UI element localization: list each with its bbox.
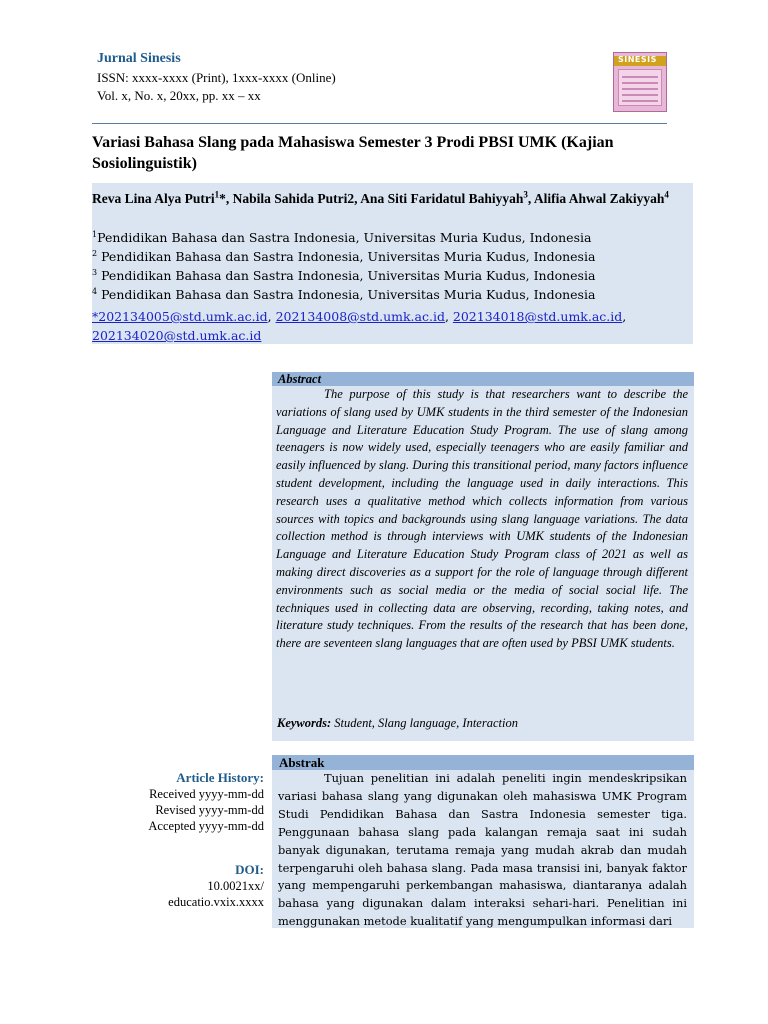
author-name: Ana Siti Faridatul Bahiyyah [360, 191, 524, 206]
keywords-values: Student, Slang language, Interaction [331, 716, 518, 730]
author-name: Reva Lina Alya Putri [92, 191, 215, 206]
email-list: *202134005@std.umk.ac.id, 202134008@std.umk.ac.id, 202134018@std.umk.ac.id, 202134020@std.umk.ac.id [92, 309, 627, 343]
affiliation-sup: 4 [92, 286, 98, 296]
abstrak-text: Tujuan penelitian ini adalah peneliti ingin mendeskripsikan variasi bahasa slang yang digunakan oleh mahasiswa UMK Program Studi Pendidikan Bahasa dan Sastra Indonesia semester tiga. Penggunaan bahasa slang pada kalangan remaja saat ini sudah banyak digunakan, terutama remaja yang mudah akrab dan mudah terpengaruhi oleh bahasa slang. Pada masa transisi ini, banyak faktor yang mempengaruhi perkembangan mahasiswa, diantaranya adalah bahasa yang digunakan dalam interaksi sehari-hari. Penelitian ini menggunakan metode kualitatif yang mengumpulkan informasi dari [278, 771, 687, 929]
email-link[interactable]: 202134008@std.umk.ac.id [275, 309, 445, 324]
header-divider [92, 123, 667, 124]
journal-name: Jurnal Sinesis [97, 51, 181, 66]
author-name: Nabila Sahida Putri2 [232, 191, 355, 206]
affiliation-text: Pendidikan Bahasa dan Sastra Indonesia, Universitas Muria Kudus, Indonesia [97, 268, 596, 283]
affiliation-sup: 2 [92, 248, 98, 258]
keywords-line [277, 716, 518, 731]
keywords-label: Keywords: [277, 716, 332, 730]
abstract-heading-bar [272, 372, 694, 386]
affiliation-text: Pendidikan Bahasa dan Sastra Indonesia, Universitas Muria Kudus, Indonesia [97, 287, 596, 302]
affiliation-2 [92, 249, 595, 264]
corresponding-mark: * [219, 191, 226, 206]
affiliation-sup: 1 [92, 229, 98, 239]
affiliation-1 [92, 230, 591, 245]
email-link[interactable]: *202134005@std.umk.ac.id [92, 309, 268, 324]
author-sup: 1 [214, 189, 220, 200]
affiliation-text: Pendidikan Bahasa dan Sastra Indonesia, Universitas Muria Kudus, Indonesia [97, 230, 592, 245]
affiliation-3 [92, 268, 595, 283]
article-title: Variasi Bahasa Slang pada Mahasiswa Semester 3 Prodi PBSI UMK (Kajian Sosiolinguistik) [92, 134, 614, 172]
abstract-heading: Abstract [278, 372, 322, 386]
affiliation-4 [92, 287, 595, 302]
cover-logo-text: SINESIS [618, 55, 657, 64]
doi-line-1: 10.0021xx/ [207, 879, 264, 893]
accepted-date: Accepted yyyy-mm-dd [148, 819, 264, 833]
abstract-text: The purpose of this study is that researchers want to describe the variations of slang used by UMK students in the third semester of the Indonesian Language and Literature Education Study Program. The use of slang among teenagers is now widely used, especially teenagers who are easily familiar and easily influenced by slang. During this transitional period, many factors influence student development, including the language used in daily interactions. This research uses a qualitative method which collects information from various sources with topics and backgrounds using slang language variations. The data collection method is through interviews with UMK students of the Indonesian Language and Literature Education Study Program class of 2021 as well as making direct discoveries as a support for the role of language through different environments such as social media or the media of social social life. The techniques used in collecting data are observing, recording, taking notes, and literature study techniques. From the results of the research that has been done, there are seventeen slang languages that are often used by PBSI UMK students. [276, 387, 688, 651]
affiliation-text: Pendidikan Bahasa dan Sastra Indonesia, Universitas Muria Kudus, Indonesia [97, 249, 596, 264]
author-list: Reva Lina Alya Putri$^1$*, Nabila Sahida Putri2, Ana Siti Faridatul Bahiyyah$^3$, Alifia Ahwal Zakiyyah$^4$ [92, 189, 669, 206]
email-link[interactable]: 202134018@std.umk.ac.id [452, 309, 623, 324]
received-date: Received yyyy-mm-dd [149, 787, 264, 801]
affiliation-sup: 3 [92, 267, 98, 277]
author-sup: 4 [664, 189, 669, 200]
doi-heading: DOI: [235, 862, 264, 877]
abstrak-heading-bar [272, 755, 694, 770]
article-history-heading: Article History: [176, 770, 264, 785]
volume-line: Vol. x, No. x, 20xx, pp. xx – xx [97, 88, 261, 103]
email-link[interactable]: 202134020@std.umk.ac.id [92, 328, 262, 343]
revised-date: Revised yyyy-mm-dd [155, 803, 264, 817]
issn-line: ISSN: xxxx-xxxx (Print), 1xxx-xxxx (Online) [97, 70, 336, 85]
abstrak-heading: Abstrak [279, 755, 325, 770]
doi-line-2: educatio.vxix.xxxx [168, 895, 264, 909]
author-sup: 3 [523, 189, 528, 200]
author-name: Alifia Ahwal Zakiyyah [533, 191, 665, 206]
journal-cover-image [613, 52, 667, 112]
